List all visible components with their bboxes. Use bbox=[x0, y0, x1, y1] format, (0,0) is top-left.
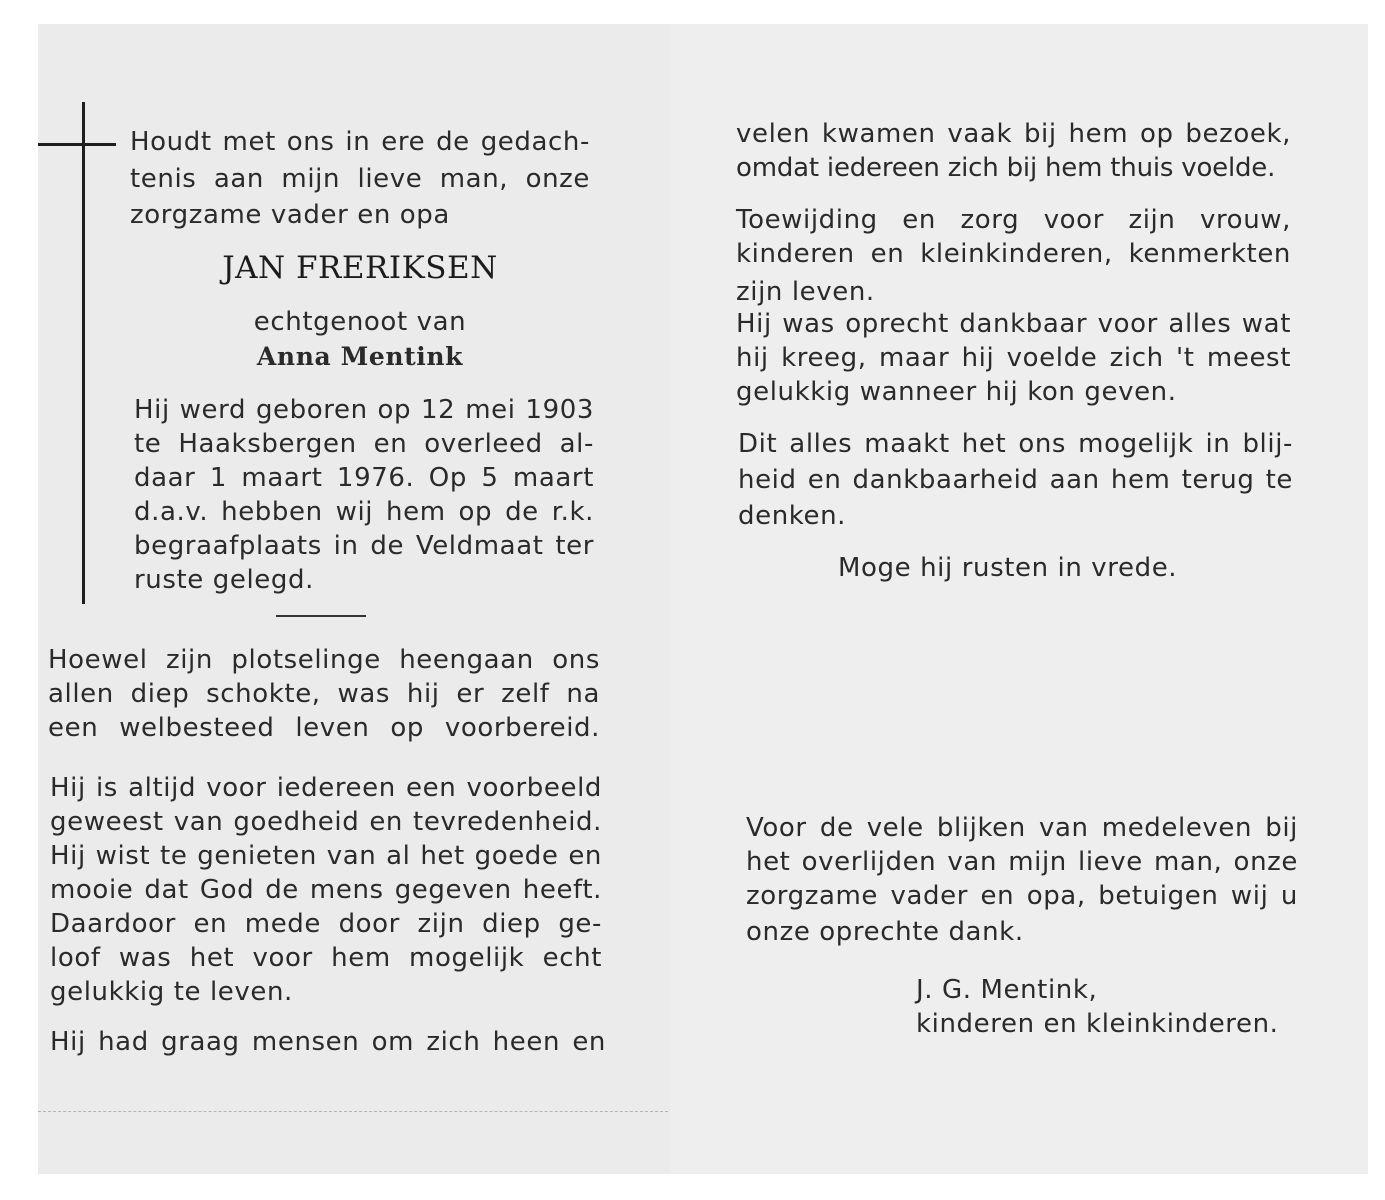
cross-icon-bar bbox=[38, 143, 116, 146]
paragraph-line: geweest van goedheid en tevredenheid. bbox=[50, 807, 602, 837]
paragraph-line: allen diep schokte, was hij er zelf na bbox=[48, 679, 600, 709]
signature-line: J. G. Mentink, bbox=[916, 975, 1098, 1005]
paragraph-line: denken. bbox=[738, 501, 847, 531]
paragraph-line: mooie dat God de mens gegeven heeft. bbox=[50, 875, 602, 905]
birth-line: te Haaksbergen en overleed al- bbox=[134, 429, 594, 459]
cross-icon bbox=[82, 102, 85, 604]
paragraph-line: omdat iedereen zich bij hem thuis voelde. bbox=[736, 153, 1276, 183]
bottom-edge bbox=[38, 1111, 668, 1112]
thanks-line: Voor de vele blijken van medeleven bij bbox=[746, 813, 1298, 843]
paragraph-line: heid en dankbaarheid aan hem terug te bbox=[738, 465, 1293, 495]
paragraph-line: Hij was oprecht dankbaar voor alles wat bbox=[736, 309, 1291, 339]
intro-line: tenis aan mijn lieve man, onze bbox=[130, 164, 590, 194]
thanks-line: zorgzame vader en opa, betuigen wij u bbox=[746, 881, 1298, 911]
divider bbox=[276, 615, 366, 617]
intro-line: Houdt met ons in ere de gedach- bbox=[130, 127, 590, 157]
paragraph-line: Hij is altijd voor iedereen een voorbeeld bbox=[50, 773, 602, 803]
spouse-label: echtgenoot van bbox=[253, 307, 467, 337]
intro-line: zorgzame vader en opa bbox=[130, 200, 450, 230]
paragraph-line: loof was het voor hem mogelijk echt bbox=[50, 943, 602, 973]
paragraph-line: Hij wist te genieten van al het goede en bbox=[50, 841, 602, 871]
memorial-card bbox=[38, 24, 1368, 1174]
birth-line: daar 1 maart 1976. Op 5 maart bbox=[134, 463, 594, 493]
paragraph-line: gelukkig wanneer hij kon geven. bbox=[736, 377, 1177, 407]
paragraph-line: zijn leven. bbox=[736, 277, 875, 307]
birth-line: begraafplaats in de Veldmaat ter bbox=[134, 531, 594, 561]
signature-line: kinderen en kleinkinderen. bbox=[916, 1009, 1279, 1039]
paragraph-line: hij kreeg, maar hij voelde zich 't meest bbox=[736, 343, 1291, 373]
right-page bbox=[670, 24, 1368, 1174]
thanks-line: onze oprechte dank. bbox=[746, 917, 1024, 947]
birth-line: d.a.v. hebben wij hem op de r.k. bbox=[134, 497, 594, 527]
paragraph-line: Toewijding en zorg voor zijn vrouw, bbox=[736, 205, 1291, 235]
birth-line: Hij werd geboren op 12 mei 1903 bbox=[134, 395, 594, 425]
spouse-name: Anna Mentink bbox=[256, 342, 464, 371]
paragraph-line: Hij had graag mensen om zich heen en bbox=[50, 1027, 606, 1057]
left-page bbox=[38, 24, 670, 1174]
paragraph-line: velen kwamen vaak bij hem op bezoek, bbox=[736, 119, 1291, 149]
birth-line: ruste gelegd. bbox=[134, 565, 314, 595]
paragraph-line: een welbesteed leven op voorbereid. bbox=[48, 713, 600, 743]
thanks-line: het overlijden van mijn lieve man, onze bbox=[746, 847, 1298, 877]
deceased-name: JAN FRERIKSEN bbox=[222, 250, 498, 286]
paragraph-line: kinderen en kleinkinderen, kenmerkten bbox=[736, 239, 1291, 269]
paragraph-line: Daardoor en mede door zijn diep ge- bbox=[50, 909, 602, 939]
closing-line: Moge hij rusten in vrede. bbox=[838, 553, 1178, 583]
paragraph-line: Hoewel zijn plotselinge heengaan ons bbox=[48, 645, 600, 675]
paragraph-line: Dit alles maakt het ons mogelijk in blij- bbox=[738, 429, 1293, 459]
paragraph-line: gelukkig te leven. bbox=[50, 977, 293, 1007]
